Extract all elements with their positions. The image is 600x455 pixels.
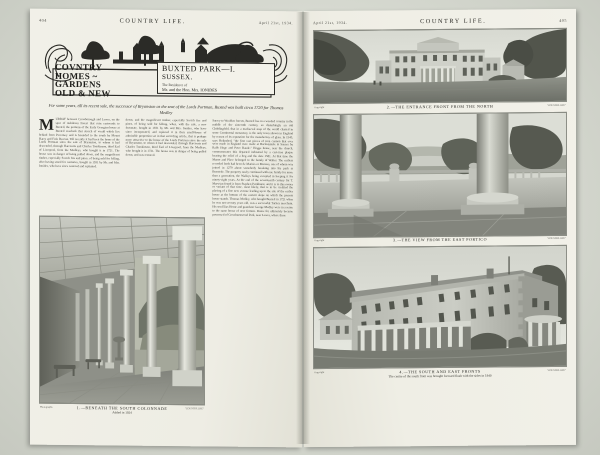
figure-3-right-credit: "COUNTRY LIFE" [546,236,566,241]
series-line-2: HOMES ~ [55,70,98,81]
figure-4-subcaption: The centre of the south front was brought forward flush with the sides in 1840 [388,373,492,378]
drop-cap: M [39,116,55,134]
owner-name: Mr. and the Hon. Mrs. IONIDES [162,86,218,93]
dateline-right: April 21st, 1934. [313,20,348,26]
figure-1-caption: 1.—BENEATH THE SOUTH COLONNADE [76,404,168,411]
right-running-head [313,17,567,28]
figure-4 [313,245,567,379]
body-text-col-1: MURRAY between Crowborough and Lewes, on the spur of Ashdown Forest that runs eastwards to Buxted, the portions of the Early Georgian house at Buxted overlook that stretch of weald which lies behind from Pevensey and is bounded to the south by Mount Harry and Firle Beacon. Till recently it had been the home of the Lords Portman since the sale of Bryanston, to whom it had descended, through Harcourts and Charles Tomkinson, third Earl of Liverpool, from the Medleys, who bought it in 1721. The house was in danger of being pulled down, and the magnificent timber, especially Scotch firs and pines, of being sold for felling, after having stood for centuries, bought in 1931 by Mr. and Mrs. Ionides, who have since restored and replanted. [39,116,120,169]
article-location: SUSSEX. [162,72,193,82]
figure-1-subcaption: Added in 1924 [112,409,132,415]
series-line-3: GARDENS [55,78,102,90]
masthead [39,29,293,102]
right-page [304,9,576,447]
column-2 [126,119,207,218]
figure-4-right-credit: "COUNTRY LIFE" [546,368,566,372]
publication-title-left: COUNTRY LIFE. [119,17,186,26]
figure-3 [313,111,567,243]
residence-label: The Residence of [162,82,188,87]
folio-left: 404 [39,17,47,23]
figure-1-right-credit: "COUNTRY LIFE" [184,406,204,410]
series-line-4: OLD & NEW [55,87,111,98]
figure-3-left-credit: Copyright [314,239,325,243]
figure-2-caption: 2.—THE ENTRANCE FRONT FROM THE NORTH [386,103,494,109]
series-title [55,63,151,98]
figure-1-caption-block [39,404,205,415]
series-line-1: COVNTRY [55,61,103,73]
standfirst: For some years, till its recent sale, the successor of Bryanston as the seat of the Lords Portman, Buxted was built circa 1720 for Thomas Medley [48,102,284,116]
figure-2-right-credit: "COUNTRY LIFE" [546,103,566,107]
photo-view-from-east-portico [313,111,567,237]
figure-4-caption: 4.—THE SOUTH AND EAST FRONTS [399,368,481,374]
figure-1 [39,213,205,416]
body-text-col-3: Surrey to Wealden forests, Buxted lies in a wooded country in the middle of the sixteenth century, so disturbingly an old Chiddingfold, that in a mediaeval map of the world charted in some Continental monastery, is the only town shown in England by reason of its reputation for the manufacture of glass. In 1543, says Holinshed, "the first cast pieces of iron cannon that ever were made in England were made at Buckstanisle in Sussex by Ralfe Hoge and Peter Baude." Hoggs house, near the church, commemorates this departed industrial by a cast-iron plaque bearing the relief of a hog and the date 1581. At that time the Manor and Place belonged to the family of Walter. The earliest recorded lords had been de Marisis or Marwes, one of whom was joined in 1279 about somebody breaking into his park at Buxstede. The property rarely continued with one family for more than a generation, the Walleys being excepted in keeping it for ninety-eight years. At the end of the seventeenth century Sir T. Marwian found it from Stephen Penkhurst, and it is to this owner or variant of that time, most likely, that is to be credited the placing of a fine new avenue leading up to the site of the earlier house at the bottom of the eastern slope on which the present house stands. Thomas Medley, who bought Buxted in 1721 when he was not seventy years old, was a successful Turkey merchant. His son Elias Horne and grandson George Medley were in a sense to the same house of new fortune. Rome for ultimately became possessed of Crowhurstwood Park, near Lewes, where these [212,118,294,218]
figure-3-caption-block [313,236,567,243]
figure-2 [313,28,567,110]
folio-right: 405 [559,17,567,23]
figure-3-caption: 3.—THE VIEW FROM THE EAST PORTICO [392,236,488,243]
body-text-col-2: down, and the magnificent timber, especially Scotch firs and pines, of being sold for felling, when, with the sale, a new fortunate, bought in 1931 by Mr. and Mrs. Ionides, who have since incorporated, and replaced it in their small-house of admirable proportion set in that encircling article, that is perhaps more attractive to the house of the Lords Portman since the sale of Bryanston, to whom it had descended, through Harcourts and Charles Tomkinson, third Earl of Liverpool, from the Medleys, who bought it in 1721. The house was in danger of being pulled down, and was restored. [125,117,207,158]
figure-2-left-credit: Copyright [314,105,325,109]
figure-4-left-credit: Copyright [314,370,325,374]
column-1 [39,118,120,217]
publication-title-right: COUNTRY LIFE. [420,17,487,26]
column-3 [212,119,293,218]
left-page [30,9,302,448]
left-page-columns [39,118,293,218]
dateline-left: April 21st, 1934. [258,20,293,26]
magazine-spread [30,10,576,446]
article-title: BUXTED PARK—I. [162,63,236,74]
figure-1-left-credit: Photographs [40,405,53,409]
figure-4-caption-block [313,367,567,379]
figure-2-caption-block [313,102,567,109]
left-running-head [39,17,293,29]
article-title-box [157,62,275,95]
